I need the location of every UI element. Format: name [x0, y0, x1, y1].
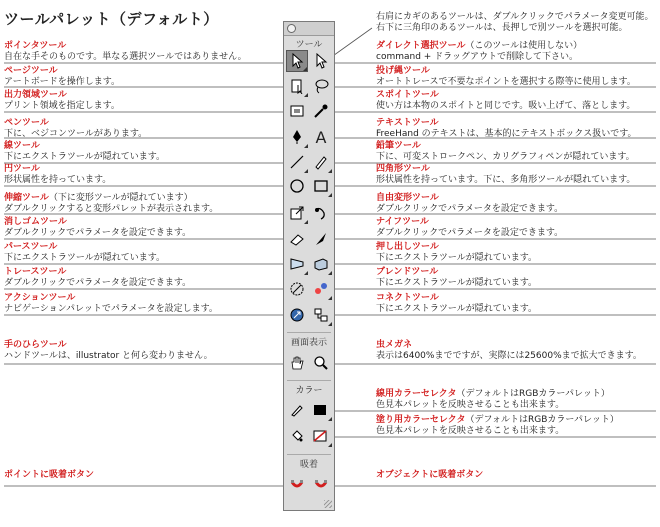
- header-note: [376, 12, 653, 34]
- hand-tool[interactable]: [286, 352, 308, 374]
- section-snap-label: 吸着: [299, 460, 318, 470]
- note-page-tool: ページツール アートボードを操作します。: [4, 66, 121, 87]
- action-icon: [289, 307, 305, 323]
- note-pen-tool: ペンツール 下に、ベジコンツールがあります。: [4, 118, 148, 139]
- note-fill-color-selector: 塗り用カラーセレクタ（デフォルトはRGBカラーパレット） 色見本パレットを反映させることも出来ます。: [376, 415, 619, 436]
- pointer-tool[interactable]: [286, 50, 308, 72]
- lasso-tool[interactable]: [310, 75, 332, 97]
- ellipse-tool[interactable]: [286, 175, 308, 197]
- note-freeform-tool: 自由変形ツール ダブルクリックでパラメータを設定できます。: [376, 193, 564, 214]
- note-blend-tool: ブレンドツール 下にエクストラツールが隠れています。: [376, 267, 538, 288]
- note-snap-object-button: オブジェクトに吸着ボタン: [376, 470, 484, 480]
- stroke-color-selector[interactable]: [310, 399, 332, 421]
- line-tool[interactable]: [286, 151, 308, 173]
- note-line-tool: 線ツール 下にエクストラツールが隠れています。: [4, 141, 166, 162]
- note-snap-point-button: ポイントに吸着ボタン: [4, 470, 95, 480]
- note-action-tool: アクションツール ナビゲーションパレットでパラメータを設定します。: [4, 293, 218, 314]
- palette-titlebar[interactable]: [284, 22, 334, 36]
- scale-icon: [289, 205, 305, 221]
- eyedropper-icon: [313, 103, 329, 119]
- scale-tool[interactable]: [286, 202, 308, 224]
- note-print-area-tool: 出力領域ツール プリント領域を指定します。: [4, 90, 120, 111]
- perspective-icon: [289, 256, 305, 272]
- zoom-icon: [313, 355, 329, 371]
- pointer-icon: [290, 53, 304, 69]
- extrude-tool[interactable]: [310, 253, 332, 275]
- fill-color-icon: [313, 429, 329, 443]
- direct-select-tool[interactable]: [310, 50, 332, 72]
- knife-icon: [313, 231, 329, 247]
- note-pencil-tool: 鉛筆ツール 下に、可変ストロークペン、カリグラフィペンが隠れています。: [376, 141, 635, 162]
- text-icon: A: [315, 127, 327, 147]
- fill-color-selector[interactable]: [310, 425, 332, 447]
- pencil-tool[interactable]: [310, 151, 332, 173]
- freeform-tool[interactable]: [310, 202, 332, 224]
- text-tool[interactable]: [310, 126, 332, 148]
- extrude-icon: [313, 256, 329, 272]
- pencil-icon: [313, 154, 329, 170]
- hand-icon: [289, 355, 305, 371]
- section-view-label: 画面表示: [290, 338, 327, 348]
- rectangle-icon: [313, 178, 329, 194]
- page-icon: [289, 78, 305, 94]
- note-scale-tool: 伸縮ツール（下に変形ツールが隠れています） ダブルクリックすると変形パレットが表示されます。: [4, 193, 219, 214]
- note-hand-tool: 手のひらツール ハンドツールは、illustrator と何ら変わりません。: [4, 340, 213, 361]
- blend-tool[interactable]: [310, 278, 332, 300]
- resize-grip[interactable]: [324, 500, 332, 508]
- note-trace-tool: トレースツール ダブルクリックでパラメータを設定できます。: [4, 267, 192, 288]
- snap-point-icon: [289, 478, 305, 492]
- blend-icon: [313, 281, 329, 297]
- note-extrude-tool: 押し出しツール 下にエクストラツールが隠れています。: [376, 242, 538, 263]
- note-eraser-tool: 消しゴムツール ダブルクリックでパラメータを設定できます。: [4, 217, 192, 238]
- tool-palette: [283, 21, 335, 511]
- note-direct-select-tool: ダイレクト選択ツール（このツールは使用しない） command + ドラッグアウトで削除して下さい。: [376, 41, 583, 62]
- snap-object-button[interactable]: [310, 474, 332, 496]
- pen-tool[interactable]: [286, 126, 308, 148]
- ellipse-icon: [289, 178, 305, 194]
- print-area-icon: [289, 103, 305, 119]
- trace-tool[interactable]: [286, 278, 308, 300]
- eraser-icon: [289, 231, 305, 247]
- freeform-icon: [313, 205, 329, 221]
- note-knife-tool: ナイフツール ダブルクリックでパラメータを設定できます。: [376, 217, 564, 238]
- perspective-tool[interactable]: [286, 253, 308, 275]
- action-tool[interactable]: [286, 304, 308, 326]
- pen-icon: [289, 129, 305, 145]
- knife-tool[interactable]: [310, 228, 332, 250]
- rectangle-tool[interactable]: [310, 175, 332, 197]
- note-ellipse-tool: 円ツール 形状属性を持っています。: [4, 164, 112, 185]
- header-note-line1: 右肩にカギのあるツールは、ダブルクリックでパラメータ変更可能。: [376, 12, 654, 22]
- lasso-icon: [313, 78, 329, 94]
- direct-select-icon: [314, 53, 328, 69]
- note-stroke-color-selector: 線用カラーセレクタ（デフォルトはRGBカラーパレット） 色見本パレットを反映させることも出来ます。: [376, 389, 610, 410]
- pencil-small-icon: [290, 403, 304, 417]
- note-perspective-tool: パースツール 下にエクストラツールが隠れています。: [4, 242, 166, 263]
- eraser-tool[interactable]: [286, 228, 308, 250]
- note-pointer-tool: ポインタツール 自在な手そのものです。単なる選択ツールではありません。: [4, 41, 247, 62]
- trace-icon: [289, 281, 305, 297]
- section-color-label: カラー: [295, 386, 323, 396]
- snap-point-button[interactable]: [286, 474, 308, 496]
- stroke-pencil-indicator: [286, 399, 308, 421]
- section-tools-label: ツール: [295, 40, 323, 50]
- paint-bucket-icon: [290, 429, 304, 443]
- fill-bucket-indicator: [286, 425, 308, 447]
- header-note-line2: 右下に三角印のあるツールは、長押しで別ツールを選択可能。: [376, 23, 628, 33]
- note-eyedropper-tool: スポイトツール 使い方は本物のスポイトと同じです。吸い上げて、落とします。: [376, 90, 636, 111]
- page-title: ツールパレット（デフォルト）: [4, 10, 219, 28]
- note-lasso-tool: 投げ縄ツール オートトレースで不要なポイントを選択する際等に使用します。: [376, 66, 636, 87]
- page-tool[interactable]: [286, 75, 308, 97]
- stroke-color-icon: [313, 403, 329, 417]
- close-box[interactable]: [287, 24, 296, 33]
- note-zoom-tool: 虫メガネ 表示は6400%までですが、実際には25600%まで拡大できます。: [376, 340, 642, 361]
- connector-tool[interactable]: [310, 304, 332, 326]
- note-rectangle-tool: 四角形ツール 形状属性を持っています。下に、多角形ツールが隠れています。: [376, 164, 636, 185]
- print-area-tool[interactable]: [286, 100, 308, 122]
- zoom-tool[interactable]: [310, 352, 332, 374]
- eyedropper-tool[interactable]: [310, 100, 332, 122]
- connector-icon: [313, 307, 329, 323]
- note-connector-tool: コネクトツール 下にエクストラツールが隠れています。: [376, 293, 538, 314]
- line-icon: [289, 154, 305, 170]
- snap-object-icon: [313, 478, 329, 492]
- note-text-tool: テキストツール FreeHand のテキストは、基本的にテキストボックス扱いです。: [376, 118, 637, 139]
